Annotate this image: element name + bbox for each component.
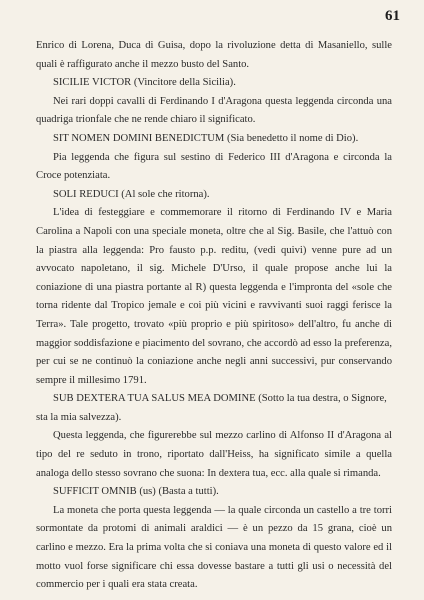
legend-heading: SUB DEXTERA TUA SALUS MEA DOMINE (Sotto la tua destra, o Signore, sta la mia salvezza). bbox=[36, 393, 387, 423]
legend-heading: SICILIE VICTOR (Vincitore della Sicilia). bbox=[53, 77, 236, 89]
page-number: 61 bbox=[385, 8, 400, 24]
page-text bbox=[36, 37, 392, 595]
paragraph: Nei rari doppi cavalli di Ferdinando I d'Aragona questa leggenda circonda una quadriga trionfale che ne rende chiaro il significato. bbox=[36, 95, 392, 126]
paragraph: Enrico di Lorena, Duca di Guisa, dopo la rivoluzione detta di Masaniello, sulle quali è raffigurato anche il mezzo busto del Santo. bbox=[36, 40, 392, 70]
paragraph: L'idea di festeggiare e commemorare il ritorno di Ferdinando IV e Maria Carolina a Napoli con una speciale moneta, oltre che al Sig. Basile, che l'attuò con la piastra alla leggenda: Pro fausto p.p. reditu, (vedi quivi) venne pure ad un avvocato napoletano, il sig. Michele D'Urso, il quale propose anche lui la coniazione di una piastra portante al R) questa leggenda e l'impronta del «sole che torna ridente dal Tropico jemale e coi più vicini e ravvivanti suoi raggi ferisce la Terra». Tale progetto, trovato «più proprio e più spiritoso» dell'altro, fu anche di maggior soddisfazione e piacimento del sovrano, che accordò ad esso la preferenza, per cui se ne continuò la coniazione anche negli anni successivi, pur conservando sempre il millesimo 1791. bbox=[36, 207, 392, 386]
paragraph: Pia leggenda che figura sul sestino di Federico III d'Aragona e circonda la Croce potenziata. bbox=[36, 151, 392, 182]
legend-heading: SIT NOMEN DOMINI BENEDICTUM (Sia benedetto il nome di Dio). bbox=[53, 132, 359, 144]
legend-heading: SUFFICIT OMNIB (us) (Basta a tutti). bbox=[53, 486, 219, 498]
paragraph: Questa leggenda, che figurerebbe sul mezzo carlino di Alfonso II d'Aragona al tipo del re seduto in trono, riportato dall'Heiss, ha significato simile a quella analoga dello stesso sovrano che suona: In dextera tua, ecc. alla quale si rimanda. bbox=[36, 430, 392, 479]
paragraph: La moneta che porta questa leggenda — la quale circonda un castello a tre torri sormontate da protomi di animali araldici — è un pezzo da 15 grana, cioè un carlino e mezzo. Era la prima volta che si coniava una moneta di questo valore ed il motto vuol forse significare chi essa dovesse bastare a tutti gli usi o necessità del commercio per i quali era stata creata. bbox=[36, 504, 392, 591]
legend-heading: SOLI REDUCI (Al sole che ritorna). bbox=[53, 188, 210, 200]
